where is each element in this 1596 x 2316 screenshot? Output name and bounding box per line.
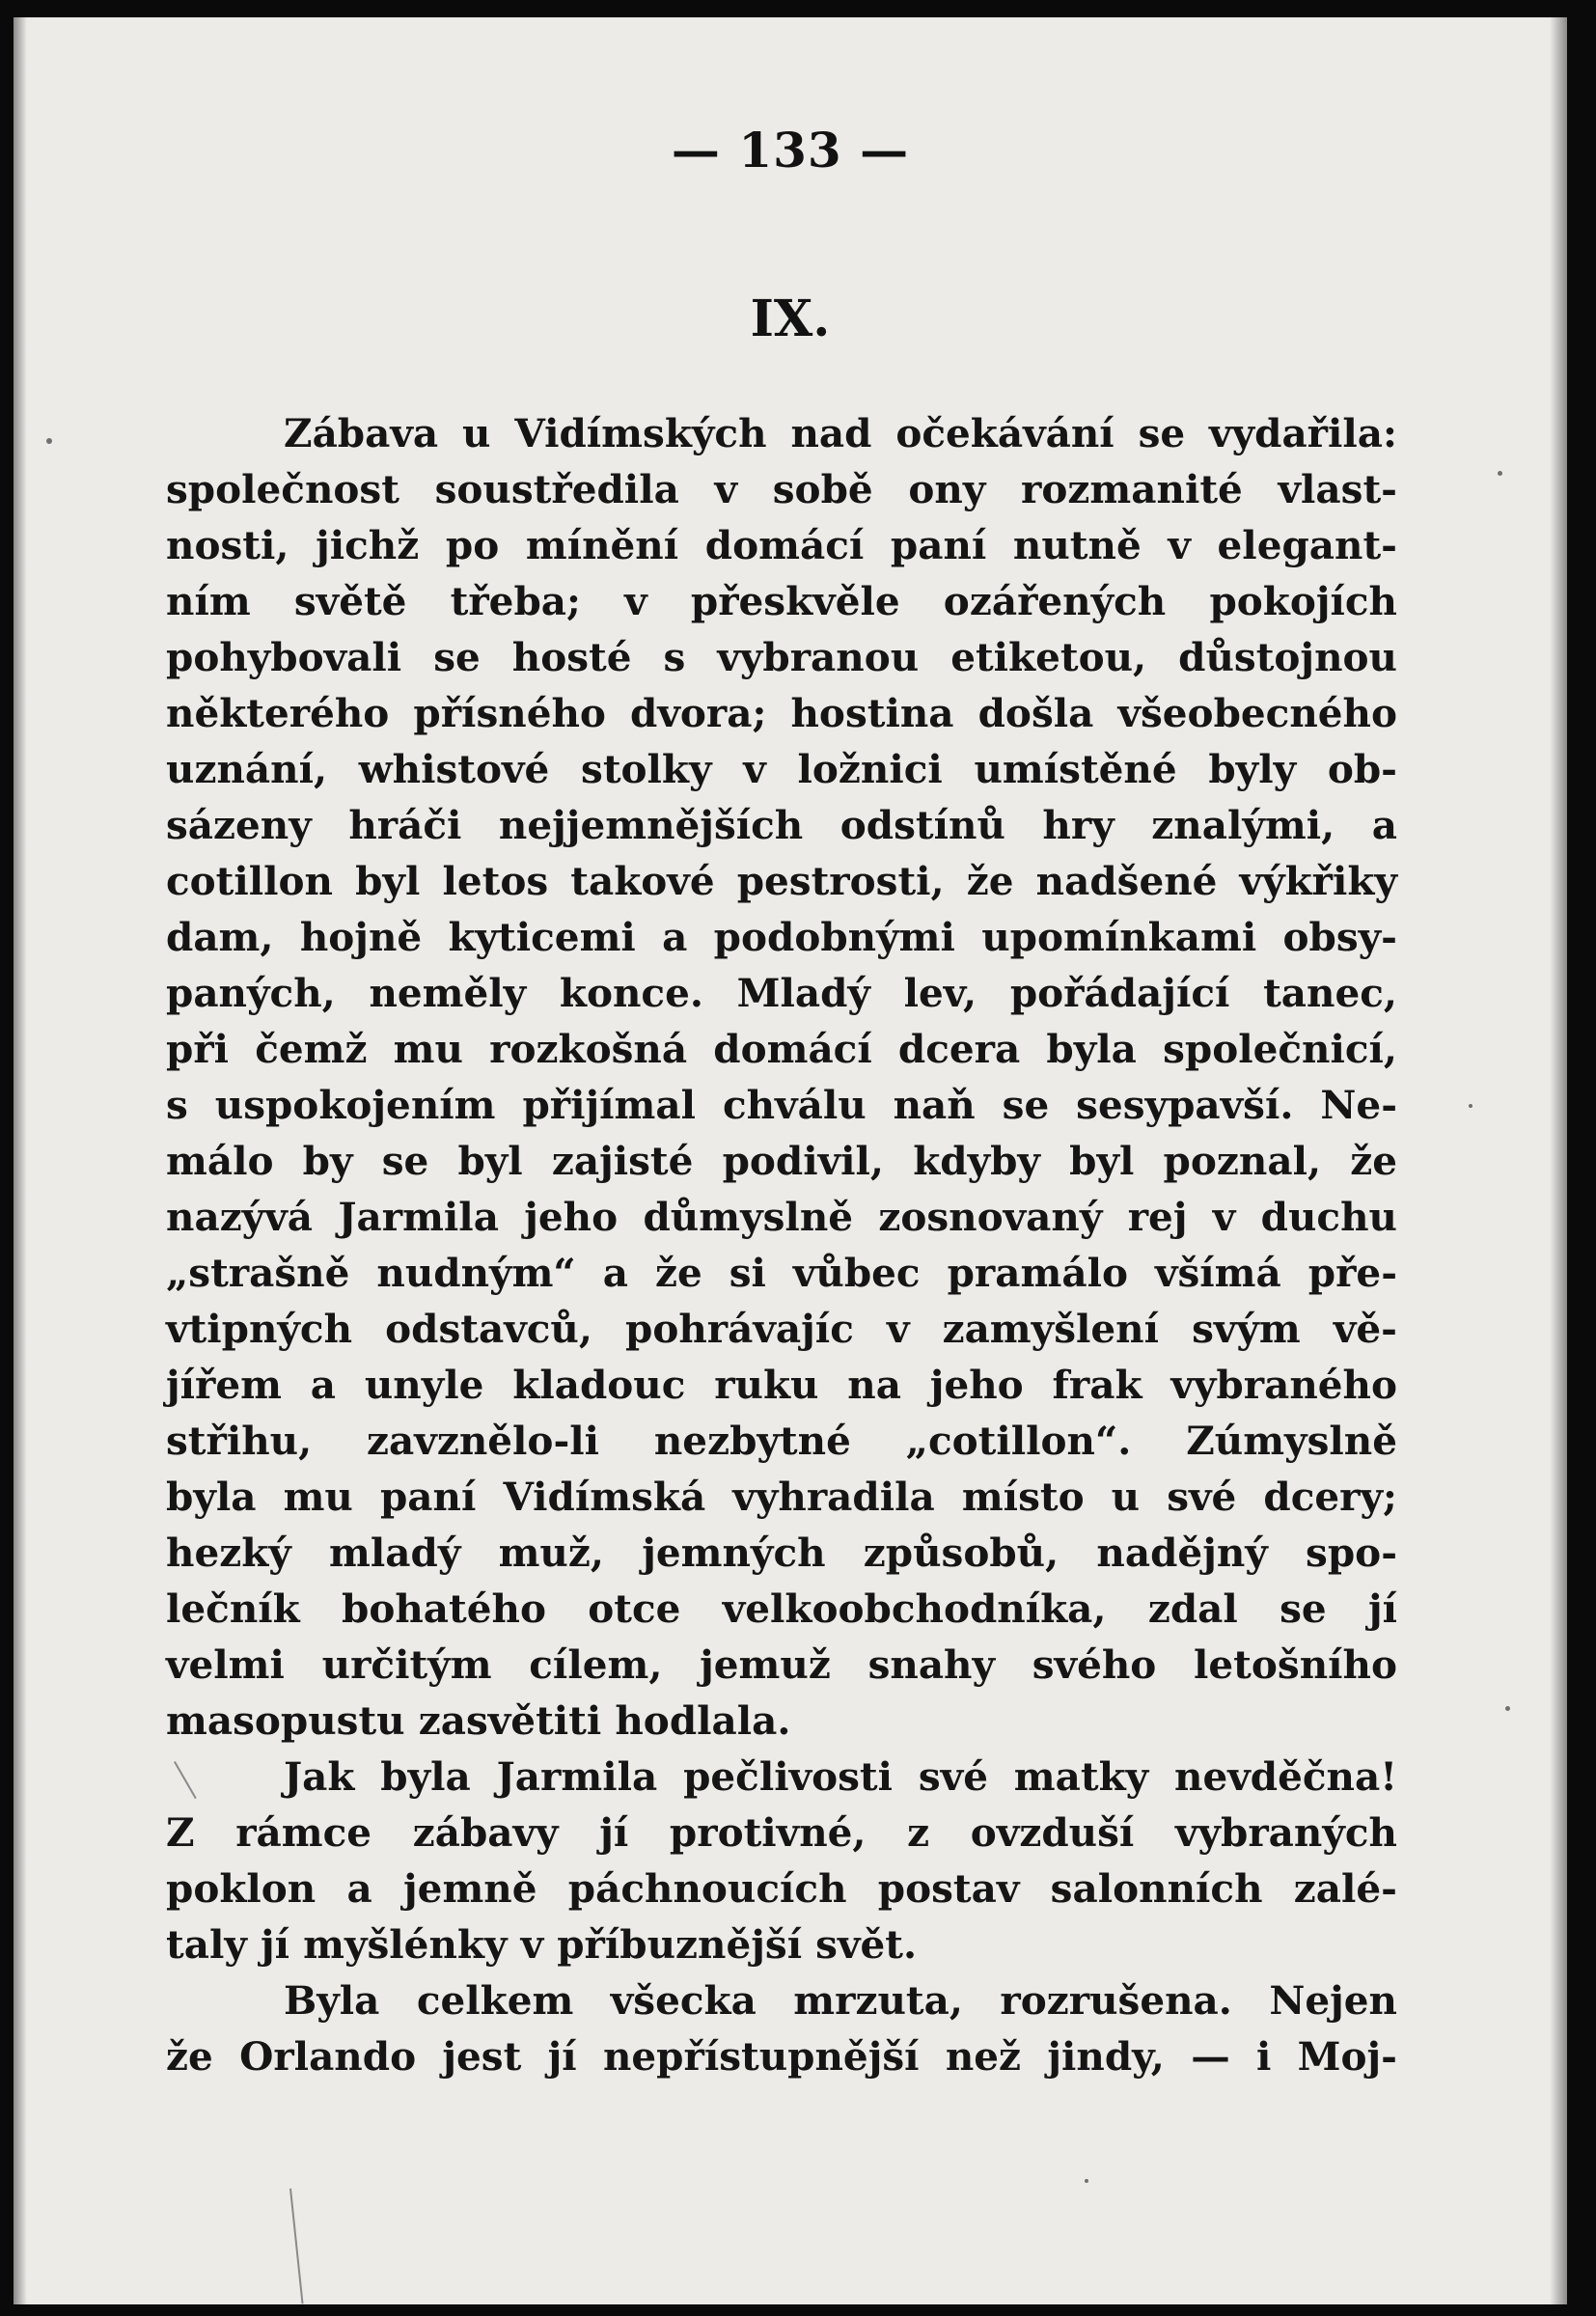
text-line: nosti, jichž po mínění domácí paní nutně v elegant- <box>166 522 1397 568</box>
text-line: „strašně nudným“ a že si vůbec pramálo všímá pře- <box>166 1250 1397 1296</box>
text-line: masopustu zasvětiti hodlala. <box>166 1697 791 1744</box>
text-line: ním světě třeba; v přeskvěle ozářených pokojích <box>166 578 1397 624</box>
scan-edge-right <box>1550 17 1567 2304</box>
text-line: některého přísného dvora; hostina došla všeobecného <box>166 690 1397 736</box>
text-line: velmi určitým cílem, jemuž snahy svého letošního <box>166 1641 1397 1688</box>
text-line: vtipných odstavců, pohrávajíc v zamyšlení svým vě- <box>166 1306 1397 1352</box>
scan-speck <box>1505 1706 1510 1711</box>
book-page <box>14 17 1567 2304</box>
text-line: Jak byla Jarmila pečlivosti své matky nevděčna! <box>284 1753 1397 1800</box>
page-number: — 133 — <box>671 122 910 179</box>
chapter-heading: IX. <box>750 290 831 348</box>
text-line: hezký mladý muž, jemných způsobů, nadějný spo- <box>166 1530 1397 1576</box>
text-line: málo by se byl zajisté podivil, kdyby byl poznal, že <box>166 1138 1397 1184</box>
text-line: pohybovali se hosté s vybranou etiketou, důstojnou <box>166 634 1397 680</box>
text-line: uznání, whistové stolky v ložnici umístěné byly ob- <box>166 746 1397 792</box>
text-line: poklon a jemně páchnoucích postav salonních zalé- <box>166 1865 1397 1912</box>
text-line: že Orlando jest jí nepřístupnější než jindy, — i Moj- <box>166 2033 1397 2080</box>
text-line: dam, hojně kyticemi a podobnými upomínkami obsy- <box>166 914 1397 960</box>
text-line: Z rámce zábavy jí protivné, z ovzduší vybraných <box>166 1809 1397 1856</box>
scan-scratch <box>289 2189 304 2304</box>
text-line: paných, neměly konce. Mladý lev, pořádající tanec, <box>166 970 1397 1016</box>
text-line: Byla celkem všecka mrzuta, rozrušena. Nejen <box>284 1977 1397 2024</box>
text-line: společnost soustředila v sobě ony rozmanité vlast- <box>166 466 1397 512</box>
body-text <box>166 405 1397 2084</box>
scan-speck <box>1498 471 1502 476</box>
text-line: nazývá Jarmila jeho důmyslně zosnovaný rej v duchu <box>166 1194 1397 1240</box>
text-line: při čemž mu rozkošná domácí dcera byla společnicí, <box>166 1026 1397 1072</box>
text-line: sázeny hráči nejjemnějších odstínů hry znalými, a <box>166 802 1397 848</box>
text-line: cotillon byl letos takové pestrosti, že nadšené výkřiky <box>166 858 1397 904</box>
text-line: taly jí myšlénky v příbuznější svět. <box>166 1921 918 1968</box>
text-line: byla mu paní Vidímská vyhradila místo u své dcery; <box>166 1474 1397 1520</box>
text-line: s uspokojením přijímal chválu naň se sesypavší. Ne- <box>166 1082 1397 1128</box>
scan-edge-left <box>14 17 27 2304</box>
text-line: Zábava u Vidímských nad očekávání se vydařila: <box>284 410 1397 456</box>
text-line: lečník bohatého otce velkoobchodníka, zdal se jí <box>166 1585 1397 1632</box>
scan-speck <box>46 438 52 444</box>
text-line: jířem a unyle kladouc ruku na jeho frak vybraného <box>166 1362 1397 1408</box>
text-line: střihu, zavznělo-li nezbytné „cotillon“. Zúmyslně <box>166 1418 1397 1464</box>
scan-speck <box>1085 2179 1088 2183</box>
scan-speck <box>1469 1104 1472 1108</box>
